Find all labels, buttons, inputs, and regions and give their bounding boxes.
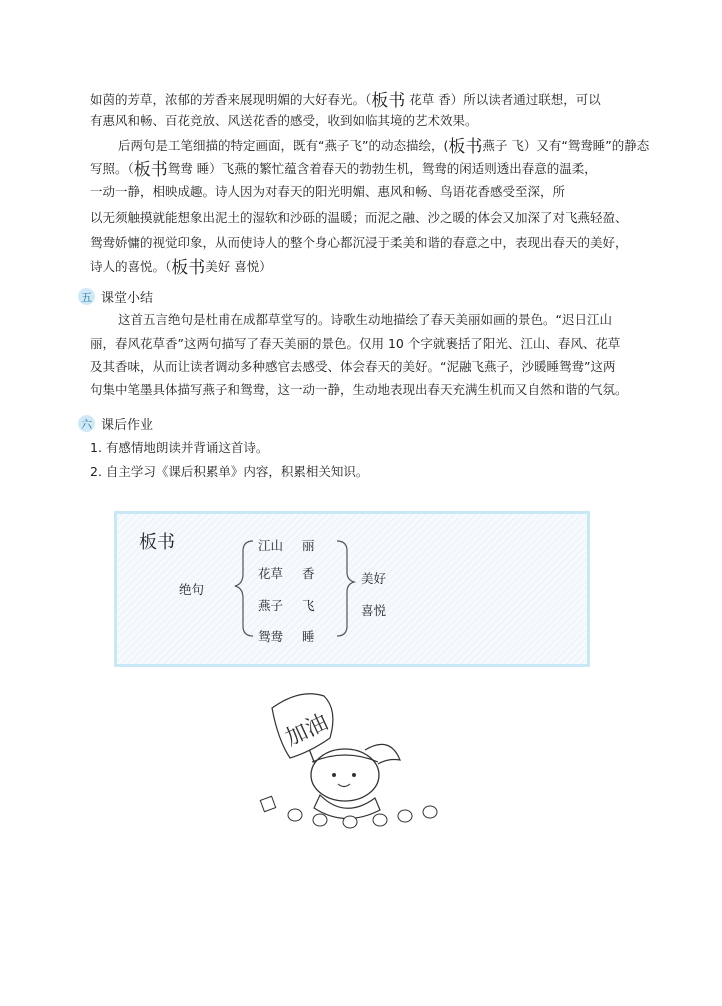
board-title: 板书 [139,532,175,553]
paragraph2-line5: 鸳鸯娇慵的视觉印象，从而使诗人的整个身心都沉浸于柔美和谐的春意之中，表现出春天的美好， [90,235,628,250]
section5-line1: 这首五言绝句是杜甫在成都草堂写的。诗歌生动地描绘了春天美丽如画的景色。“迟日江山 [118,312,612,327]
board-row-2-right: 香 [302,566,315,581]
board-center-label: 绝句 [179,582,205,597]
board-mark: 板书 [171,258,206,278]
board-row-4-left: 鸳鸯 [258,629,284,644]
board-mark: 板书 [448,137,483,157]
board-row-1-right: 丽 [302,538,315,553]
right-brace [337,541,354,636]
board-row-3-right: 飞 [302,598,315,613]
section5-line3: 及其香味，从而让读者调动多种感官去感受、体会春天的美好。“泥融飞燕子，沙暖睡鸳鸯”这两 [90,359,616,374]
section5-heading [78,287,153,306]
paragraph1-line2: 有惠风和畅、百花竞放、风送花香的感受，收到如临其境的艺术效果。 [90,113,478,128]
mascot-eye-right [352,773,356,777]
section5-line4: 句集中笔墨具体描写燕子和鸳鸯，这一动一静，生动地表现出春天充满生机而又自然和谐的气氛。 [90,382,628,397]
board-row-2-left: 花草 [258,566,284,581]
homework-item-1: 1. 有感情地朗读并背诵这首诗。 [90,440,269,455]
mascot-eye-left [332,773,336,777]
board-row-3-left: 燕子 [258,598,284,613]
board-summary [114,511,590,667]
paragraph1-line1 [90,92,601,109]
board-row-1-left: 江山 [258,538,284,553]
text: 燕子 飞）又有“鸳鸯睡”的静态 [482,138,650,153]
mascot-head [311,749,379,801]
text: 花草 香）所以读者通过联想，可以 [405,92,601,107]
paragraph2-line2 [90,161,597,178]
text: 后两句是工笔细描的特定画面，既有“燕子飞”的动态描绘，( [118,138,449,153]
section5-line2: 丽，春风花草香”这两句描写了春天美丽的景色。仅用 10 个字就裹括了阳光、江山、春风、花草 [90,336,621,351]
flag-text: 加油 [281,710,333,752]
paragraph2-line4: 以无须触摸就能想象出泥土的湿软和沙砾的温暖；而泥之融、沙之暖的体会又加深了对飞燕轻盈、 [90,210,628,225]
paragraph2-line1 [118,138,649,155]
mascot-illustration [250,680,450,830]
paragraph2-line6 [90,259,272,276]
board-result-1: 美好 [361,571,387,586]
board-mark: 板书 [133,160,168,180]
text: 如茵的芳草，浓郁的芳香来展现明媚的大好春光。（ [90,92,372,107]
board-result-2: 喜悦 [361,603,387,618]
paragraph2-line3: 一动一静，相映成趣。诗人因为对春天的阳光明媚、惠风和畅、鸟语花香感受至深，所 [90,184,566,199]
text: 诗人的喜悦。（ [90,259,172,274]
section5-title: 课堂小结 [101,291,154,306]
board-row-4-right: 睡 [302,629,315,644]
homework-item-2: 2. 自主学习《课后积累单》内容，积累相关知识。 [90,464,369,479]
text: 美好 喜悦） [205,259,272,274]
section6-number-badge: 六 [78,415,95,432]
left-brace [235,541,253,636]
text: 鸳鸯 睡）飞燕的繁忙蕴含着春天的勃勃生机，鸳鸯的闲适则透出春意的温柔， [167,161,597,176]
board-mark: 板书 [371,91,406,111]
section6-title: 课后作业 [101,418,154,433]
section5-number-badge: 五 [78,288,95,305]
section6-heading [78,414,153,433]
text: 写照。（ [90,161,134,176]
